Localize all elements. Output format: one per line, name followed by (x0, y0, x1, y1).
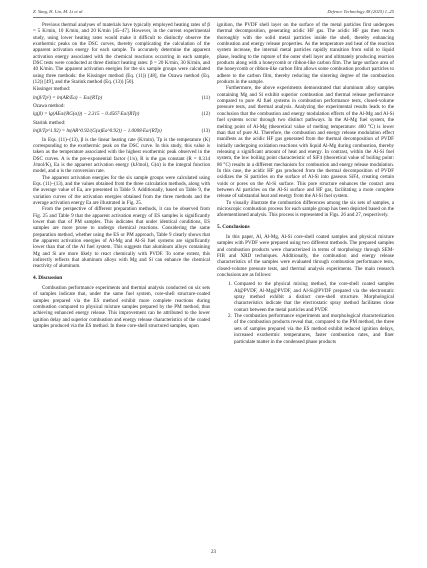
right-column (217, 22, 394, 345)
ozawa-label: Ozawa method: (33, 103, 65, 110)
running-header (33, 9, 394, 14)
equation-11 (33, 95, 210, 101)
paragraph: From the perspective of different preparation methods, it can be observed from Fig. 25 and Table 9 that the apparent activation energy of ES samples is significantly lower than that of PM samples. This indicates that under identical conditions, ES samples are more prone to undergo chemical reactions. Considering the same preparation method, whether using the ES or PM approach, Table 9 clearly shows that the apparent activation energies of Al-Mg and Al-Si fuel systems are significantly lower than that of the Al fuel system. This suggests that aluminum alloys containing Mg and Si are more likely to react chemically with PVDF. To some extent, this indirectly reflects that aluminum alloys with Mg and Si can enhance the chemical reactivity of aluminum. (33, 206, 210, 270)
paragraph: ignition, the PVDF shell layer on the surface of the metal particles first undergoes thermal decomposition, generating acidic HF gas. The acidic HF gas then reacts thoroughly with the solid metal particles inside the shell, thereby enhancing combustion and energy release properties. As the temperature and heat of the reaction system increase, the internal metal particles rapidly transition from solid to liquid phase, leading to the rupture of the outer shell layer and ultimately producing reaction products along with a honeycomb or ribbon-like carbon film. The large surface area of the honeycomb or ribbon-like carbon film allows some combustion product particles to adhere to the carbon film, thereby reducing the sintering degree of the combustion products in the sample. (217, 22, 394, 86)
equation-12 (33, 111, 210, 117)
paragraph: Previous thermal analyses of materials have typically employed heating rates of β = 5 K/min, 10 K/min, and 20 K/min [45–47]. However, in the current experimental study, using lower heating rates would make it difficult to distinctly observe the exothermic peaks on the DSC curves, thereby complicating the calculation of the apparent activation energy for each sample. To accurately determine the apparent activation energy associated with the chemical reactions occurring in each sample, DSC tests were conducted at three distinct heating rates: β = 20 K/min, 30 K/min, and 40 K/min. The apparent activation energies for the six sample groups were calculated using three methods: the Kissinger method (Eq. (11)) [48], the Ozawa method (Eq. (12)) [49], and the Starink method (Eq. (13)) [50]. (33, 22, 210, 86)
paragraph: In Eqs. (11)–(13), β is the linear heating rate (K/min), Tp is the temperature (K) corresponding to the exothermic peak on the DSC curve. In this study, this value is taken as the temperature associated with the highest exothermic peak observed in the DSC curves. A is the pre-exponential factor (1/s), R is the gas constant (R = 8.314 J/mol/K), Ea is the apparent activation energy (kJ/mol), G(α) is the integral function model, and α is the conversion rate. (33, 136, 210, 175)
section-heading-conclusions: 5. Conclusions (217, 223, 250, 230)
page-number: 23 (211, 550, 216, 555)
equation-number: (13) (201, 128, 210, 135)
starink-label: Starink method: (33, 119, 66, 126)
header-rule (33, 17, 394, 18)
paragraph: The apparent activation energies for the six sample groups were calculated using Eqs. (11)–(13), and the values obtained from the three calculation methods, along with the average value of Ea, are presented in Table 9. Additionally, based on Table 9, the variation curves of the activation energies obtained from the three methods and the average activation energy Ea are illustrated in Fig. 25. (33, 174, 210, 206)
paragraph: Combustion performance experiments and thermal analysis conducted on six sets of samples indicate that, under the same fuel system, core-shell structure-coated samples prepared via the ES method exhibit more complete reactions during combustion compared to physical mixture samples prepared by the PM method, thus achieving enhanced energy release. This improvement can be attributed to the lower ignition delay and superior combustion and energy release characteristics of the coated samples produced via the ES method. In these core-shell structured samples, upon (33, 285, 210, 330)
list-item: 2. The combustion performance experiments and morphological characterization of the combustion products reveal that, compared to the PM method, the three sets of samples prepared via the ES method exhibit reduced ignition delays, increased exothermic temperatures, faster combustion rates, and finer particulate matter in the condensed phase products (233, 313, 394, 345)
section-heading-discussion: 4. Discussion (33, 274, 63, 281)
list-item: 1. Compared to the physical mixing method, the core-shell coated samples Al@PVDF, Al-Mg@PVDF, and Al-Si@PVDF prepared via the electrostatic spray method exhibit a distinct core-shell structure. Morphological characteristics indicate that the electrostatic spray method facilitates close contact between the metal particles and PVDF. (233, 281, 394, 313)
paragraph: To visually illustrate the combustion differences among the six sets of samples, a microscopic combustion process for each sample group has been depicted based on the aforementioned analysis. This process is represented in Figs. 26 and 27, respectively. (217, 199, 394, 219)
equation-text: ln(β/Tp²) = ln(AR/Ea) − Ea/(RTp) (33, 94, 103, 101)
paragraph: Furthermore, the above experiments demonstrated that aluminum alloy samples containing Mg and Si exhibit superior combustion and thermal release performance compared to pure Al fuel systems in combustion performance tests, closed-volume pressure tests, and thermal analysis. Analyzing the experimental results leads to the conclusion that the combustion and energy modulation effects of the Al-Mg and Al-Si fuel systems occur through two distinct pathways. In the Al-Mg fuel system, the melting point of Al-Mg (theoretical value of melting temperature: 460 °C) is lower than that of pure Al. Therefore, the combustion and energy release modulation effect manifests as the acidic HF gas generated from the thermal decomposition of PVDF initially undergoing oxidation reactions with liquid Al-Mg during combustion, thereby releasing a significant amount of heat and energy. In contrast, within the Al-Si fuel system, the low boiling point characteristic of SiF4 (theoretical value of boiling point: 86 °C) results in a different mechanism for combustion and energy release modulation. In this case, the acidic HF gas produced from the thermal decomposition of PVDF oxidizes the Si particles on the surface of Al-Si into gaseous SiF4, creating certain voids or pores on the Al-Si surface. This pore structure enhances the contact area between Al particles on the Al-Si surface and HF gas, facilitating a more complete release of substantial heat and energy from the Al-Si fuel system. (217, 85, 394, 200)
kissinger-label: Kissinger method: (33, 86, 71, 93)
equation-text: lg(β) = lg(AEa/(RG(α))) − 2.315 − 0.4567·Ea/(RTp) (33, 111, 140, 118)
header-journal: Defence Technology 48 (2025) 1–25 (327, 9, 394, 14)
equation-number: (11) (201, 94, 210, 101)
conclusions-list (217, 281, 394, 344)
left-column (33, 22, 210, 329)
equation-text: ln(β/Tp^1.92) = ln(AR^0.92/(G(α)Ea^0.92)) − 1.0008·Ea/(RTp) (33, 128, 162, 135)
equation-13 (33, 128, 210, 134)
paragraph: In this paper, Al, Al-Mg, Al-Si core-shell coated samples and physical mixture samples with PVDF were prepared using two different methods. The prepared samples and combustion products were characterized in terms of morphology through SEM-FIB and XRD techniques. Additionally, the combustion and energy release characteristics of the samples were evaluated through combustion performance tests, closed-volume pressure tests, and thermal analysis experiments. The main research conclusions are as follows: (217, 234, 394, 279)
equation-number: (12) (201, 111, 210, 118)
header-authors: Z. Yang, H. Liu, M. Li et al. (33, 9, 84, 14)
